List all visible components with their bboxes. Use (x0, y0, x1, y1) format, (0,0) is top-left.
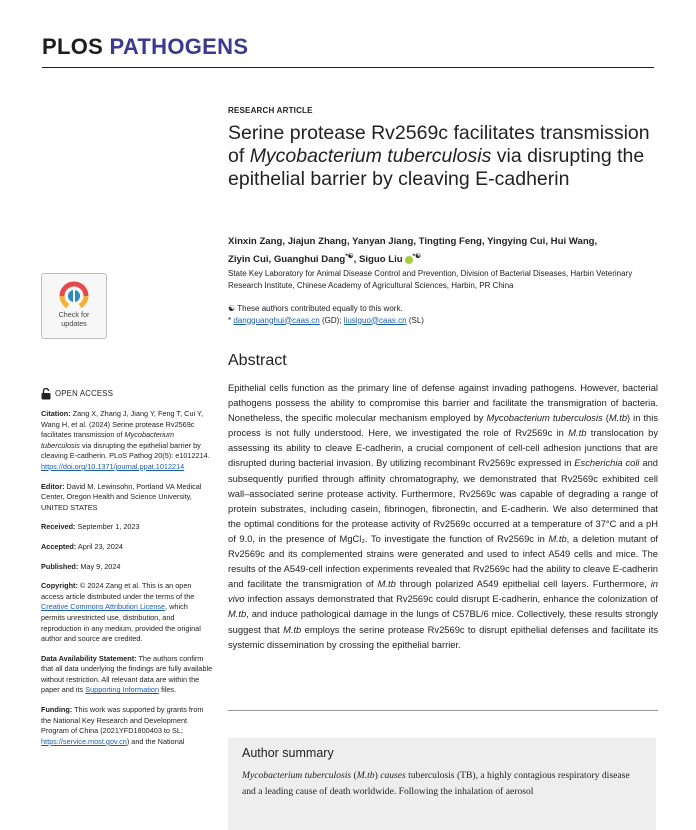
journal-name-pathogens: PATHOGENS (109, 34, 249, 59)
sum-italic: Mycobacterium tuberculosis (242, 770, 352, 781)
corresponding-emails (228, 315, 658, 327)
author-summary-text (242, 768, 642, 799)
copyright-text: © 2024 Zang et al. This is an open access article distributed under the terms of the (41, 581, 195, 601)
accepted-block (41, 542, 213, 553)
citation-text: Zang X, Zhang J, Jiang Y, Feng T, Cui Y, Wang H, et al. (2024) Serine protease Rv2569c facilitates transmission of (41, 409, 203, 440)
sum-italic: causes (380, 770, 406, 781)
funding-text: This work was supported by grants from the National Key Research and Development Program of China (2021YFD1800403 to SL; (41, 705, 204, 736)
received-block (41, 522, 213, 533)
sum-seg: tuberculosis (TB), a highly contagious respiratory disease and a leading cause of death worldwide. Following the inhalation of aerosol (242, 770, 630, 797)
author-list (228, 234, 658, 267)
cfu-line2: updates (61, 318, 87, 328)
article-title (228, 122, 668, 191)
copyright-text: , which permits unrestricted use, distribution, and reproduction in any medium, provided the original author and source are credited. (41, 602, 201, 644)
data-availability-text: files. (159, 685, 177, 695)
article-type: RESEARCH ARTICLE (228, 106, 313, 115)
abs-seg: ( (602, 413, 609, 424)
received-label: Received: (41, 522, 76, 532)
data-availability-block (41, 654, 213, 696)
abs-italic: Mycobacterium tuberculosis (486, 413, 603, 424)
journal-name-plos: PLOS (42, 34, 104, 59)
journal-title (42, 34, 248, 60)
author-summary-box (228, 738, 656, 830)
abs-seg: , and induce pathological damage in the lungs of C57BL/6 mice. Collectively, these results strongly suggest that (228, 609, 658, 635)
abs-italic: M.tb (568, 428, 587, 439)
citation-block (41, 409, 213, 473)
title-part1: Serine protease Rv2569c facilitates transmission of (228, 122, 650, 167)
abs-italic: M.tb (377, 579, 396, 590)
email-tag-gd: (GD); (319, 315, 344, 325)
abs-italic: in vivo (228, 579, 658, 605)
check-for-updates-label (42, 311, 106, 328)
abstract-divider (228, 710, 658, 711)
cfu-line1: Check for (58, 310, 90, 319)
orcid-icon[interactable] (405, 256, 413, 264)
equal-contribution-note: ☯ These authors contributed equally to this work. (228, 304, 403, 313)
abs-seg: infection assays demonstrated that Rv2569c could disrupt E-cadherin, enhance the colonization of (244, 594, 658, 605)
abstract-text (228, 381, 658, 653)
abs-seg: through polarized A549 epithelial cell layers. Furthermore, (395, 579, 651, 590)
abs-italic: M.tb (283, 624, 302, 635)
authors-sep[interactable]: , Siguo Liu (353, 254, 403, 266)
author-liu-marks: *☯ (412, 253, 422, 260)
corresponding-mark: * (228, 315, 234, 325)
article-info-sidebar (41, 388, 213, 756)
editor-text: David M. Lewinsohn, Portland VA Medical Center, Oregon Health and Science University, UNITED STATES (41, 481, 202, 512)
doi-link[interactable]: https://doi.org/10.1371/journal.ppat.1012214 (41, 461, 185, 471)
copyright-block (41, 581, 213, 645)
open-lock-icon (41, 388, 51, 400)
funding-block (41, 705, 213, 747)
citation-text: via disrupting the epithelial barrier by cleaving E-cadherin. PLoS Pathog 20(5): e1012214. (41, 440, 210, 461)
editor-block (41, 482, 213, 514)
check-for-updates-icon (58, 280, 90, 310)
sum-seg: ) (374, 770, 381, 781)
citation-italic: Mycobacterium tuberculosis (41, 430, 175, 450)
funding-link[interactable]: https://service.most.gov.cn (41, 736, 127, 746)
accepted-date: April 23, 2024 (76, 541, 123, 551)
email-link-dang[interactable]: dangguanghui@caas.cn (233, 315, 320, 325)
received-date: September 1, 2023 (75, 522, 140, 532)
supporting-info-link[interactable]: Supporting Information (85, 685, 160, 695)
published-block (41, 562, 213, 573)
header-divider (42, 67, 654, 68)
editor-label: Editor: (41, 481, 65, 491)
data-availability-text: The authors confirm that all data underlying the findings are fully available without restriction. All relevant data are within the paper and its (41, 653, 213, 695)
accepted-label: Accepted: (41, 541, 77, 551)
citation-label: Citation: (41, 409, 71, 418)
affiliation: State Key Laboratory for Animal Disease Control and Prevention, Division of Bacterial Diseases, Harbin Veterinary Research Institute, Chinese Academy of Agricultural Sciences, Harbin, PR China (228, 269, 633, 290)
abs-seg: translocation by assessing its ability to cleave E-cadherin, a crucial component of cell-cell adhesion junctions that are disrupted during bacterial invasion. By utilizing recombinant Rv2569c expressed in (228, 428, 658, 469)
author-notes (228, 303, 658, 326)
author-summary-heading: Author summary (242, 746, 334, 760)
published-date: May 9, 2024 (78, 561, 121, 571)
funding-label: Funding: (41, 705, 73, 715)
authors-line1: Xinxin Zang, Jiajun Zhang, Yanyan Jiang, Tingting Feng, Yingying Cui, Hui Wang, (228, 236, 598, 247)
authors-line2 (228, 249, 658, 267)
copyright-label: Copyright: (41, 581, 78, 591)
abs-italic: M.tb (228, 609, 247, 620)
sum-seg: ( (351, 770, 357, 781)
email-tag-sl: (SL) (406, 315, 424, 325)
title-italic: Mycobacterium tuberculosis (249, 145, 492, 167)
check-for-updates-button[interactable] (41, 273, 107, 339)
open-access-badge (41, 388, 213, 400)
abstract-heading: Abstract (228, 352, 287, 369)
abs-seg: Epithelial cells function as the primary line of defense against invading pathogens. However, bacterial pathogens possess the ability to compromise this barrier and facilitate the transmigration of bacteria. Nonetheless, the specific molecular mechanism employed by (228, 383, 658, 424)
title-part2: via disrupting the epithelial barrier by cleaving E-cadherin (228, 145, 645, 190)
data-availability-label: Data Availability Statement: (41, 653, 137, 663)
sum-italic: M.tb (356, 770, 375, 781)
abs-italic: M.tb (548, 533, 567, 544)
abs-seg: ) in this process is not fully understood. Here, we investigated the role of Rv2569c in (228, 413, 658, 439)
abs-seg: , a deletion mutant of Rv2569c and its complemented strains were generated and used to infect A549 cells and mice. The results of the A549-cell infection experiments revealed that Rv2569c had the ability to cleave E-cadherin and facilitate the transmigration of (228, 533, 658, 590)
license-link[interactable]: Creative Commons Attribution License (41, 602, 166, 612)
abs-seg: employs the serine protease Rv2569c to disrupt epithelial defenses and facilitate its systemic dissemination by crossing the epithelial barrier. (228, 624, 658, 650)
funding-text: ) and the National (126, 736, 185, 746)
author-dang[interactable]: Ziyin Cui, Guanghui Dang (228, 254, 346, 266)
abs-seg: and subsequently purified through affinity chromatography, we demonstrated that Rv2569c exhibited cell wall–associated serine protease activity. Furthermore, Rv2569c was capable of degrading a range of protein substrates, including casein, fibrinogen, fibronectin, and E-cadherin. We also determined that the optimal conditions for the protease activity of Rv2569c occurred at a temperature of 37°C and a pH of 9.0, in the presence of MgCl₂. To investigate the function of Rv2569c in (228, 458, 658, 544)
email-link-liu[interactable]: liusiguo@caas.cn (343, 315, 407, 325)
author-dang-marks: *☯ (345, 253, 354, 260)
open-access-label: OPEN ACCESS (55, 388, 114, 398)
abs-italic: M.tb (608, 413, 628, 424)
abs-italic: Escherichia coli (574, 458, 640, 469)
published-label: Published: (41, 561, 79, 571)
